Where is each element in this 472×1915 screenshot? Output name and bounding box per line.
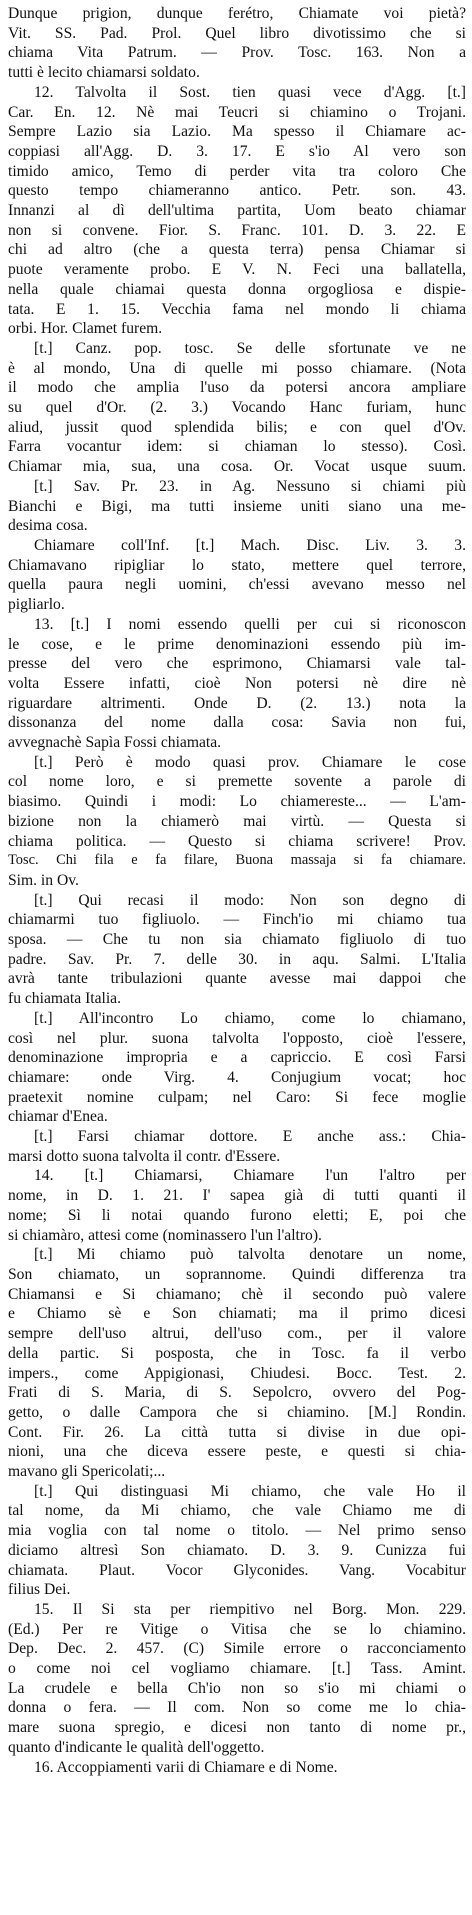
text-line: è al mondo, Una di quelle mi posso chiamare. (Nota — [8, 359, 466, 377]
text-line: La crudele e bella Ch'io non so s'io mi chiami o — [8, 1679, 466, 1697]
text-line: (Ed.) Per re Vitige o Vitisa che se lo chiamino. — [8, 1620, 466, 1638]
text-line: nioni, una che diceva essere peste, e questi si chia- — [8, 1443, 466, 1461]
text-line: nome; Sì li notai quando furono eletti; E, poi che — [8, 1206, 466, 1224]
text-line: impers., come Appigionasi, Chiudesi. Bocc. Test. 2. — [8, 1364, 466, 1382]
text-line: chiamare: onde Virg. 4. Conjugium vocat; hoc — [8, 1068, 466, 1086]
text-line: timido amico, Temo di perder vita tra coloro Che — [8, 162, 466, 180]
text-line: praetexit nomine culpam; nel Caro: Si fece moglie — [8, 1088, 466, 1106]
text-line: tata. E 1. 15. Vecchia fama nel mondo li chiama — [8, 300, 466, 318]
text-line: Sim. in Ov. — [8, 871, 79, 889]
text-line: diciamo altresì Son chiamato. D. 3. 9. Cunizza fui — [8, 1541, 466, 1559]
text-line: Son chiamato, un soprannome. Quindi differenza tra — [8, 1266, 466, 1283]
text-line: su quel d'Or. (2. 3.) Vocando Hanc furiam, hunc — [8, 399, 466, 417]
text-line: [t.] Mi chiamo può talvolta denotare un nome, — [34, 1246, 466, 1264]
text-line: Cont. Fir. 26. La città tutta si divise in due opi- — [8, 1423, 466, 1441]
text-line: chiama politica. — Questo si chiama scrivere! Prov. — [8, 832, 466, 850]
text-line: tutti è lecito chiamarsi soldato. — [8, 64, 200, 82]
text-line: 14. [t.] Chiamarsi, Chiamare l'un l'altro per — [34, 1167, 466, 1185]
text-line: questo tempo chiameranno antico. Petr. son. 43. — [8, 182, 466, 200]
text-line: Innanzi al dì dell'ultima partita, Uom beato chiamar — [8, 202, 466, 220]
text-line: aliud, jussit quod splendida bilis; e con quel d'Ov. — [8, 418, 466, 436]
text-line: si chiamàro, attesi come (nominassero l'un l'altro). — [8, 1226, 322, 1244]
text-line: denominazione impropria e a capriccio. E così Farsi — [8, 1049, 466, 1067]
text-line: nome, in D. 1. 21. I' sapea già di tutti quanti il — [8, 1187, 466, 1205]
text-line: [t.] Qui recasi il modo: Non son degno di — [34, 891, 466, 909]
text-line: presse del vero che esprimono, Chiamarsi vale tal- — [8, 655, 466, 673]
text-line: mavano gli Spericolati;... — [8, 1463, 166, 1481]
text-line: chiamarmi tuo figliuolo. — Finch'io mi chiamo tua — [8, 911, 466, 929]
text-line: chi ad altro (che a questa terra) pensa Chiamar si — [8, 241, 466, 259]
text-line: 13. [t.] I nomi essendo quelli per cui si riconoscon — [34, 615, 466, 633]
text-line: [t.] Canz. pop. tosc. Se delle sfortunate ve ne — [34, 339, 466, 357]
text-line: avvegnachè Sapìa Fossi chiamata. — [8, 734, 222, 752]
text-line: Farra vocantur idem: si chiaman lo stesso). Così. — [8, 438, 466, 456]
text-line: quella paura negli uomini, ch'essi avevano messo nel — [8, 576, 466, 594]
text-line: [t.] Farsi chiamar dottore. E anche ass.: Chia- — [34, 1128, 466, 1146]
text-line: donna o fera. — Il com. Non so come me lo chia- — [8, 1699, 466, 1717]
text-line: filius Dei. — [8, 1581, 71, 1599]
text-line: Frati di S. Maria, di S. Sepolcro, ovvero del Pog- — [8, 1384, 466, 1402]
text-line: Chiamare coll'Inf. [t.] Mach. Disc. Liv. 3. 3. — [34, 536, 466, 554]
text-line: mare suona spregio, e dicesi non tanto di nome pr., — [8, 1719, 466, 1737]
text-line: [t.] Sav. Pr. 23. in Ag. Nessuno si chiami più — [34, 477, 466, 495]
text-line: 15. Il Si sta per riempitivo nel Borg. Mon. 229. — [34, 1600, 466, 1618]
text-line: pigliarlo. — [8, 596, 65, 614]
text-line: riguardare altrimenti. Onde D. (2. 13.) nota la — [8, 694, 466, 712]
text-line: nella quale chiamai questa donna orgogliosa e dispie- — [8, 280, 466, 298]
text-line: Chiamar mia, sua, una cosa. Or. Vocat usque suum. — [8, 458, 466, 476]
text-line: Dunque prigion, dunque ferétro, Chiamate voi pietà? — [8, 5, 466, 22]
text-line: puote veramente probo. E V. N. Feci una ballatella, — [8, 261, 466, 279]
text-line: [t.] Qui distinguasi Mi chiamo, che vale Ho il — [34, 1482, 466, 1500]
text-line: quanto d'indicante le qualità dell'oggetto. — [8, 1738, 265, 1756]
text-line: Dep. Dec. 2. 457. (C) Simile errore o racconciamento — [8, 1640, 466, 1658]
text-line: avrà tante tribulazioni quante avesse mai dappoi che — [8, 970, 466, 988]
text-line: il modo che amplia l'uso da potersi ancora ampliare — [8, 379, 466, 397]
text-line: sposa. — Che tu non sia chiamato figliuolo di tuo — [8, 931, 466, 949]
text-line: Car. En. 12. Nè mai Teucri si chiamino o Trojani. — [8, 103, 466, 121]
text-line: [t.] Però è modo quasi prov. Chiamare le cose — [34, 753, 466, 771]
text-line: biasimo. Quindi i modi: Lo chiamereste... — L'am- — [8, 793, 466, 811]
text-line: chiama Vita Patrum. — Prov. Tosc. 163. Non a — [8, 44, 466, 62]
text-line: bizione non la chiamerò mai virtù. — Questa si — [8, 812, 466, 830]
text-line: o come noi cel vogliamo chiamare. [t.] Tass. Amint. — [8, 1660, 466, 1678]
text-line: 16. Accoppiamenti varii di Chiamare e di Nome. — [34, 1758, 338, 1776]
text-line: marsi dotto suona talvolta il contr. d'Essere. — [8, 1147, 281, 1165]
text-line: le cose, e le prime denominazioni essendo più im- — [8, 635, 466, 653]
text-line: Bianchi e Bigi, ma tutti insieme uniti siano una me- — [8, 497, 466, 515]
text-line: chiamar d'Enea. — [8, 1108, 108, 1126]
text-line: Chiamavano ripigliar lo stato, mettere quel terrore, — [8, 556, 466, 574]
text-line: coppiasi all'Agg. D. 3. 17. E s'io Al vero son — [8, 142, 466, 160]
text-line: volta Essere infatti, cioè Non potersi nè dire nè — [8, 674, 466, 692]
text-line: dissonanza del nome dalla cosa: Savia non fui, — [8, 714, 466, 732]
text-line: sempre dell'uso altrui, dell'uso com., per il valore — [8, 1325, 466, 1343]
text-line: orbi. Hor. Clamet furem. — [8, 320, 163, 338]
text-line: Sempre Lazio sia Lazio. Ma spesso il Chiamare ac- — [8, 123, 466, 141]
text-line: desima cosa. — [8, 517, 88, 535]
text-line: getto, o dalle Campora che si chiamino. [M.] Rondin. — [8, 1403, 466, 1421]
text-line: Chiamansi e Si chiamano; chè il secondo può valere — [8, 1285, 466, 1303]
text-line: non si convene. Fior. S. Franc. 101. D. 3. 22. E — [8, 221, 466, 239]
text-line: mia voglia con tal nome o titolo. — Nel primo senso — [8, 1522, 466, 1540]
text-line: Tosc. Chi fila e fa filare, Buona massaja si fa chiamare. — [8, 852, 466, 869]
text-line: così nel plur. suona talvolta l'opposto, cioè l'essere, — [8, 1029, 466, 1047]
text-line: tal nome, da Mi chiamo, che vale Chiamo me di — [8, 1502, 466, 1520]
text-line: col nome loro, e si premette sovente a parole di — [8, 773, 466, 791]
text-line: chiamata. Plaut. Vocor Glyconides. Vang. Vocabitur — [8, 1561, 466, 1579]
text-line: fu chiamata Italia. — [8, 990, 121, 1008]
text-line: 12. Talvolta il Sost. tien quasi vece d'Agg. [t.] — [34, 83, 466, 101]
text-line: padre. Sav. Pr. 7. delle 30. in aqu. Salmi. L'Italia — [8, 950, 466, 968]
text-line: e Chiamo sè e Son chiamati; ma il primo dicesi — [8, 1305, 466, 1323]
text-line: [t.] All'incontro Lo chiamo, come lo chiamano, — [34, 1009, 466, 1027]
text-line: Vit. SS. Pad. Prol. Quel libro divotissimo che si — [8, 24, 466, 42]
text-line: della partic. Si posposta, che in Tosc. fa il verbo — [8, 1344, 466, 1362]
